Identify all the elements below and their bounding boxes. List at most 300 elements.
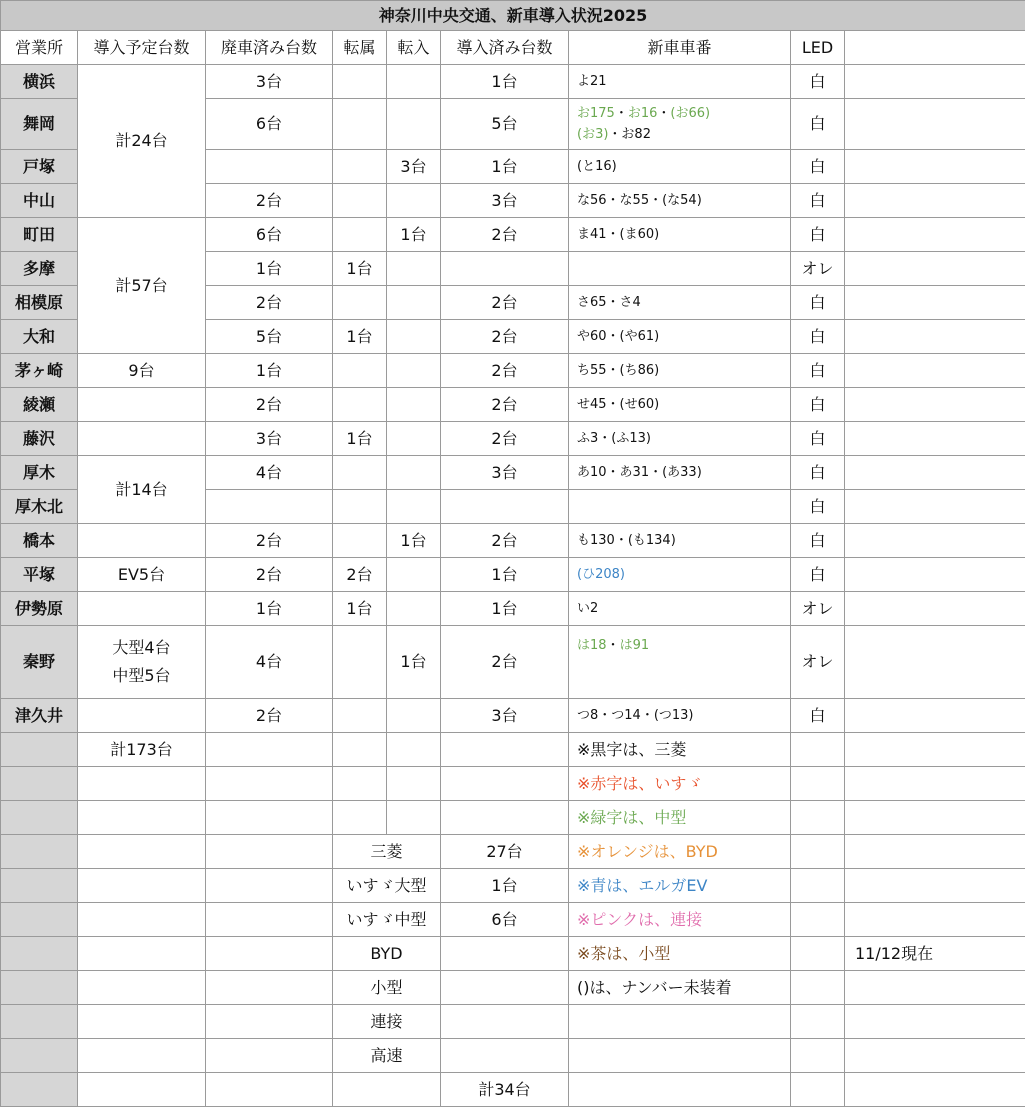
plates-cell[interactable] xyxy=(569,150,791,184)
transfer-out-cell[interactable]: 1台 xyxy=(333,592,387,626)
office-cell[interactable]: 中山 xyxy=(1,184,78,218)
blank-cell[interactable] xyxy=(845,835,1025,869)
maker-mitsubishi[interactable]: 三菱 xyxy=(333,835,441,869)
office-cell[interactable]: 相模原 xyxy=(1,286,78,320)
plates-cell[interactable] xyxy=(569,456,791,490)
legend-text: ※茶は、小型 xyxy=(577,944,670,963)
blank-cell[interactable] xyxy=(845,869,1025,903)
planned-cell[interactable] xyxy=(78,592,206,626)
legend-text: ※オレンジは、BYD xyxy=(577,842,718,861)
transfer-in-cell[interactable] xyxy=(387,558,441,592)
plates-cell[interactable] xyxy=(569,252,791,286)
plate-text: (お66) xyxy=(670,106,710,121)
office-cell[interactable]: 大和 xyxy=(1,320,78,354)
led-cell[interactable]: 白 xyxy=(791,354,845,388)
transfer-out-cell[interactable] xyxy=(333,626,387,699)
retired-cell[interactable]: 2台 xyxy=(206,699,333,733)
header-transfer-in[interactable]: 転入 xyxy=(387,31,441,65)
transfer-in-cell[interactable] xyxy=(387,456,441,490)
office-cell[interactable]: 伊勢原 xyxy=(1,592,78,626)
blank-cell[interactable] xyxy=(206,1039,333,1073)
introduced-cell[interactable]: 1台 xyxy=(441,592,569,626)
led-cell[interactable]: オレ xyxy=(791,592,845,626)
plate-text: せ45・(せ60) xyxy=(577,397,659,412)
blank-cell[interactable] xyxy=(206,1073,333,1107)
retired-cell[interactable]: 2台 xyxy=(206,558,333,592)
planned-group-cell[interactable]: 計24台 xyxy=(78,65,206,218)
retired-cell[interactable]: 1台 xyxy=(206,354,333,388)
legend-text: ※黒字は、三菱 xyxy=(577,740,686,759)
blank-cell[interactable] xyxy=(206,801,333,835)
blank-cell[interactable] xyxy=(791,767,845,801)
office-cell[interactable]: 綾瀬 xyxy=(1,388,78,422)
introduced-cell[interactable]: 3台 xyxy=(441,699,569,733)
blank-cell[interactable] xyxy=(845,592,1025,626)
blank-cell[interactable] xyxy=(791,971,845,1005)
led-cell[interactable]: 白 xyxy=(791,490,845,524)
plate-text: も130・(も134) xyxy=(577,533,676,548)
transfer-out-cell[interactable] xyxy=(333,65,387,99)
blank-cell[interactable] xyxy=(78,1005,206,1039)
blank-cell[interactable] xyxy=(78,1073,206,1107)
transfer-out-cell[interactable] xyxy=(333,699,387,733)
plate-text: ・お82 xyxy=(608,127,651,142)
office-cell[interactable]: 津久井 xyxy=(1,699,78,733)
transfer-in-cell[interactable] xyxy=(387,422,441,456)
transfer-in-cell[interactable] xyxy=(387,354,441,388)
transfer-in-cell[interactable] xyxy=(387,286,441,320)
legend-pink[interactable] xyxy=(569,903,791,937)
plates-cell[interactable] xyxy=(569,422,791,456)
total-planned-cell[interactable]: 計173台 xyxy=(78,733,206,767)
planned-group-cell[interactable]: 計57台 xyxy=(78,218,206,354)
blank-cell[interactable] xyxy=(791,1073,845,1107)
legend-orange[interactable] xyxy=(569,835,791,869)
header-introduced[interactable]: 導入済み台数 xyxy=(441,31,569,65)
blank-cell[interactable] xyxy=(845,490,1025,524)
retired-cell[interactable]: 6台 xyxy=(206,218,333,252)
transfer-out-cell[interactable] xyxy=(333,354,387,388)
table-row xyxy=(1,733,1025,767)
retired-cell[interactable]: 2台 xyxy=(206,524,333,558)
transfer-in-cell[interactable] xyxy=(387,592,441,626)
blank-cell[interactable] xyxy=(206,971,333,1005)
retired-cell[interactable]: 1台 xyxy=(206,592,333,626)
planned-group-cell[interactable]: EV5台 xyxy=(78,558,206,592)
blank-cell[interactable] xyxy=(206,733,333,767)
table-row xyxy=(1,354,1025,388)
transfer-out-cell[interactable] xyxy=(333,388,387,422)
header-led[interactable]: LED xyxy=(791,31,845,65)
introduced-cell[interactable]: 2台 xyxy=(441,218,569,252)
led-cell[interactable]: 白 xyxy=(791,558,845,592)
table-row xyxy=(1,699,1025,733)
retired-cell[interactable]: 2台 xyxy=(206,184,333,218)
blank-cell[interactable] xyxy=(845,320,1025,354)
plates-cell[interactable] xyxy=(569,524,791,558)
legend-black[interactable] xyxy=(569,733,791,767)
blank-cell[interactable] xyxy=(206,937,333,971)
introduced-cell[interactable]: 2台 xyxy=(441,388,569,422)
plate-separator: ・ xyxy=(607,638,620,653)
blank-cell[interactable] xyxy=(569,1039,791,1073)
maker-count[interactable]: 27台 xyxy=(441,835,569,869)
introduced-cell[interactable] xyxy=(441,490,569,524)
blank-cell[interactable] xyxy=(78,971,206,1005)
office-cell[interactable] xyxy=(1,1039,78,1073)
led-cell[interactable]: 白 xyxy=(791,150,845,184)
table-row xyxy=(1,767,1025,801)
introduced-cell[interactable]: 2台 xyxy=(441,286,569,320)
blank-cell[interactable] xyxy=(206,835,333,869)
table-row xyxy=(1,1005,1025,1039)
blank-cell[interactable] xyxy=(845,388,1025,422)
plate-text: (お3) xyxy=(577,127,608,142)
blank-cell[interactable] xyxy=(845,971,1025,1005)
transfer-out-cell[interactable]: 1台 xyxy=(333,320,387,354)
header-retired[interactable]: 廃車済み台数 xyxy=(206,31,333,65)
retired-cell[interactable]: 4台 xyxy=(206,626,333,699)
plates-cell[interactable] xyxy=(569,558,791,592)
blank-cell[interactable] xyxy=(845,699,1025,733)
retired-cell[interactable]: 3台 xyxy=(206,422,333,456)
led-cell[interactable]: 白 xyxy=(791,99,845,150)
blank-cell[interactable] xyxy=(441,1005,569,1039)
introduced-cell[interactable]: 2台 xyxy=(441,422,569,456)
blank-cell[interactable] xyxy=(845,558,1025,592)
blank-cell[interactable] xyxy=(78,767,206,801)
planned-group-cell[interactable]: 9台 xyxy=(78,354,206,388)
blank-cell[interactable] xyxy=(845,524,1025,558)
transfer-out-cell[interactable] xyxy=(333,150,387,184)
legend-brown[interactable] xyxy=(569,937,791,971)
blank-cell[interactable] xyxy=(845,767,1025,801)
retired-cell[interactable]: 2台 xyxy=(206,388,333,422)
transfer-in-cell[interactable]: 1台 xyxy=(387,218,441,252)
planned-mid: 中型5台 xyxy=(112,666,170,685)
office-cell[interactable]: 秦野 xyxy=(1,626,78,699)
table-row xyxy=(1,558,1025,592)
legend-blue[interactable] xyxy=(569,869,791,903)
office-cell[interactable] xyxy=(1,1073,78,1107)
transfer-in-cell[interactable] xyxy=(387,252,441,286)
table-row xyxy=(1,218,1025,252)
planned-group-cell[interactable] xyxy=(78,626,206,699)
led-cell[interactable]: 白 xyxy=(791,218,845,252)
retired-cell[interactable] xyxy=(206,490,333,524)
plate-text: ち55・(ち86) xyxy=(577,363,659,378)
blank-cell[interactable] xyxy=(569,1073,791,1107)
table-row xyxy=(1,971,1025,1005)
blank-cell[interactable] xyxy=(333,767,387,801)
blank-cell[interactable] xyxy=(845,354,1025,388)
blank-cell[interactable] xyxy=(845,286,1025,320)
retired-cell[interactable]: 6台 xyxy=(206,99,333,150)
office-cell[interactable]: 横浜 xyxy=(1,65,78,99)
plates-cell[interactable] xyxy=(569,320,791,354)
legend-text: ※青は、エルガEV xyxy=(577,876,707,895)
maker-count[interactable]: 6台 xyxy=(441,903,569,937)
blank-cell[interactable] xyxy=(845,99,1025,150)
as-of-date[interactable]: 11/12現在 xyxy=(845,937,1025,971)
office-cell[interactable]: 戸塚 xyxy=(1,150,78,184)
plates-cell[interactable] xyxy=(569,592,791,626)
transfer-in-cell[interactable] xyxy=(387,388,441,422)
blank-cell[interactable] xyxy=(441,801,569,835)
planned-cell[interactable] xyxy=(78,388,206,422)
blank-cell[interactable] xyxy=(206,1005,333,1039)
maker-byd[interactable]: BYD xyxy=(333,937,441,971)
transfer-out-cell[interactable]: 1台 xyxy=(333,422,387,456)
introduced-cell[interactable]: 1台 xyxy=(441,150,569,184)
blank-cell[interactable] xyxy=(791,733,845,767)
office-cell[interactable] xyxy=(1,835,78,869)
plate-separator: ・ xyxy=(657,106,670,121)
blank-cell[interactable] xyxy=(791,801,845,835)
planned-large: 大型4台 xyxy=(112,638,170,657)
transfer-in-cell[interactable] xyxy=(387,99,441,150)
blank-cell[interactable] xyxy=(387,801,441,835)
transfer-out-cell[interactable] xyxy=(333,184,387,218)
office-cell[interactable] xyxy=(1,971,78,1005)
plate-text: ふ3・(ふ13) xyxy=(577,431,651,446)
maker-count[interactable]: 1台 xyxy=(441,869,569,903)
header-plates[interactable]: 新車車番 xyxy=(569,31,791,65)
blank-cell[interactable] xyxy=(845,903,1025,937)
blank-cell[interactable] xyxy=(845,733,1025,767)
blank-cell[interactable] xyxy=(791,937,845,971)
plate-text: は18 xyxy=(577,638,607,653)
led-cell[interactable]: 白 xyxy=(791,286,845,320)
office-cell[interactable]: 平塚 xyxy=(1,558,78,592)
blank-cell[interactable] xyxy=(78,937,206,971)
blank-cell[interactable] xyxy=(441,733,569,767)
transfer-in-cell[interactable] xyxy=(387,65,441,99)
blank-cell[interactable] xyxy=(441,767,569,801)
blank-cell[interactable] xyxy=(791,1005,845,1039)
plate-text: あ10・あ31・(あ33) xyxy=(577,465,702,480)
legend-paren[interactable] xyxy=(569,971,791,1005)
blank-cell[interactable] xyxy=(845,150,1025,184)
transfer-in-cell[interactable]: 1台 xyxy=(387,626,441,699)
blank-cell[interactable] xyxy=(441,971,569,1005)
blank-cell[interactable] xyxy=(845,184,1025,218)
transfer-out-cell[interactable] xyxy=(333,490,387,524)
introduced-cell[interactable]: 2台 xyxy=(441,354,569,388)
introduced-cell[interactable] xyxy=(441,252,569,286)
plate-text: (ひ208) xyxy=(577,567,625,582)
introduced-cell[interactable]: 1台 xyxy=(441,558,569,592)
led-cell[interactable]: オレ xyxy=(791,626,845,699)
blank-cell[interactable] xyxy=(78,801,206,835)
plate-text: お175 xyxy=(577,106,615,121)
blank-cell[interactable] xyxy=(206,903,333,937)
introduced-cell[interactable]: 1台 xyxy=(441,65,569,99)
maker-small[interactable]: 小型 xyxy=(333,971,441,1005)
transfer-in-cell[interactable] xyxy=(387,699,441,733)
office-cell[interactable]: 厚木北 xyxy=(1,490,78,524)
office-cell[interactable] xyxy=(1,733,78,767)
plate-text: な56・な55・(な54) xyxy=(577,193,702,208)
office-cell[interactable] xyxy=(1,937,78,971)
blank-cell[interactable] xyxy=(845,218,1025,252)
transfer-in-cell[interactable] xyxy=(387,184,441,218)
office-cell[interactable]: 町田 xyxy=(1,218,78,252)
table-row xyxy=(1,65,1025,99)
office-cell[interactable]: 茅ヶ崎 xyxy=(1,354,78,388)
legend-red[interactable] xyxy=(569,767,791,801)
blank-cell[interactable] xyxy=(845,626,1025,699)
plates-cell[interactable] xyxy=(569,699,791,733)
sheet-title: 神奈川中央交通、新車導入状況2025 xyxy=(1,1,1025,31)
maker-articulated[interactable]: 連接 xyxy=(333,1005,441,1039)
plates-cell[interactable] xyxy=(569,490,791,524)
led-cell[interactable]: オレ xyxy=(791,252,845,286)
blank-cell[interactable] xyxy=(845,1005,1025,1039)
table-row xyxy=(1,456,1025,490)
office-cell[interactable]: 藤沢 xyxy=(1,422,78,456)
plates-cell[interactable] xyxy=(569,286,791,320)
planned-cell[interactable] xyxy=(78,422,206,456)
transfer-in-cell[interactable] xyxy=(387,490,441,524)
transfer-out-cell[interactable] xyxy=(333,99,387,150)
plates-cell[interactable] xyxy=(569,388,791,422)
office-cell[interactable]: 橋本 xyxy=(1,524,78,558)
transfer-in-cell[interactable] xyxy=(387,320,441,354)
retired-cell[interactable]: 1台 xyxy=(206,252,333,286)
blank-cell[interactable] xyxy=(845,1073,1025,1107)
plate-text: (と16) xyxy=(577,159,617,174)
table-row xyxy=(1,626,1025,699)
led-cell[interactable]: 白 xyxy=(791,184,845,218)
legend-green[interactable] xyxy=(569,801,791,835)
introduced-cell[interactable]: 2台 xyxy=(441,320,569,354)
plate-text: ま41・(ま60) xyxy=(577,227,659,242)
blank-cell[interactable] xyxy=(791,869,845,903)
blank-cell[interactable] xyxy=(441,937,569,971)
introduced-cell[interactable]: 3台 xyxy=(441,184,569,218)
plate-text: さ65・さ4 xyxy=(577,295,641,310)
legend-text: ※赤字は、いすゞ xyxy=(577,774,702,793)
office-cell[interactable] xyxy=(1,767,78,801)
blank-cell[interactable] xyxy=(845,456,1025,490)
office-cell[interactable] xyxy=(1,903,78,937)
plates-cell[interactable] xyxy=(569,218,791,252)
transfer-out-cell[interactable]: 2台 xyxy=(333,558,387,592)
office-cell[interactable] xyxy=(1,869,78,903)
blank-cell[interactable] xyxy=(78,869,206,903)
plates-cell[interactable] xyxy=(569,184,791,218)
header-office[interactable]: 営業所 xyxy=(1,31,78,65)
transfer-in-cell[interactable]: 1台 xyxy=(387,524,441,558)
plates-cell[interactable] xyxy=(569,354,791,388)
transfer-out-cell[interactable] xyxy=(333,218,387,252)
plate-text: つ8・つ14・(つ13) xyxy=(577,708,694,723)
plate-text: い2 xyxy=(577,601,598,616)
blank-cell[interactable] xyxy=(333,801,387,835)
header-planned[interactable]: 導入予定台数 xyxy=(78,31,206,65)
retired-cell[interactable]: 4台 xyxy=(206,456,333,490)
blank-cell[interactable] xyxy=(845,65,1025,99)
blank-cell[interactable] xyxy=(791,1039,845,1073)
led-cell[interactable]: 白 xyxy=(791,422,845,456)
office-cell[interactable]: 多摩 xyxy=(1,252,78,286)
led-cell[interactable]: 白 xyxy=(791,699,845,733)
header-transfer-out[interactable]: 転属 xyxy=(333,31,387,65)
led-cell[interactable]: 白 xyxy=(791,320,845,354)
transfer-out-cell[interactable] xyxy=(333,456,387,490)
maker-express[interactable]: 高速 xyxy=(333,1039,441,1073)
blank-cell[interactable] xyxy=(387,733,441,767)
blank-cell[interactable] xyxy=(333,1073,441,1107)
blank-cell[interactable] xyxy=(441,1039,569,1073)
total-introduced-cell[interactable]: 計34台 xyxy=(441,1073,569,1107)
led-cell[interactable]: 白 xyxy=(791,456,845,490)
blank-cell[interactable] xyxy=(206,869,333,903)
plates-cell[interactable] xyxy=(569,65,791,99)
blank-cell[interactable] xyxy=(845,1039,1025,1073)
planned-cell[interactable] xyxy=(78,699,206,733)
plate-separator: ・ xyxy=(615,106,628,121)
plates-cell[interactable] xyxy=(569,626,791,699)
retired-cell[interactable]: 5台 xyxy=(206,320,333,354)
office-cell[interactable]: 厚木 xyxy=(1,456,78,490)
introduced-cell[interactable]: 5台 xyxy=(441,99,569,150)
blank-cell[interactable] xyxy=(845,422,1025,456)
introduced-cell[interactable]: 3台 xyxy=(441,456,569,490)
blank-cell[interactable] xyxy=(206,767,333,801)
blank-cell[interactable] xyxy=(333,733,387,767)
blank-cell[interactable] xyxy=(78,835,206,869)
blank-cell[interactable] xyxy=(78,1039,206,1073)
transfer-out-cell[interactable] xyxy=(333,286,387,320)
blank-cell[interactable] xyxy=(845,801,1025,835)
led-cell[interactable]: 白 xyxy=(791,65,845,99)
led-cell[interactable]: 白 xyxy=(791,524,845,558)
blank-cell[interactable] xyxy=(791,903,845,937)
header-blank[interactable] xyxy=(845,31,1025,65)
table-row xyxy=(1,801,1025,835)
led-cell[interactable]: 白 xyxy=(791,388,845,422)
plate-text: お16 xyxy=(628,106,658,121)
blank-cell[interactable] xyxy=(78,903,206,937)
introduced-cell[interactable]: 2台 xyxy=(441,626,569,699)
blank-cell[interactable] xyxy=(791,835,845,869)
office-cell[interactable]: 舞岡 xyxy=(1,99,78,150)
introduced-cell[interactable]: 2台 xyxy=(441,524,569,558)
maker-isuzu-mid[interactable]: いすゞ中型 xyxy=(333,903,441,937)
legend-text: ()は、ナンバー未装着 xyxy=(577,978,732,997)
retired-cell[interactable]: 2台 xyxy=(206,286,333,320)
planned-group-cell[interactable]: 計14台 xyxy=(78,456,206,524)
plate-text: よ21 xyxy=(577,74,607,89)
office-cell[interactable] xyxy=(1,801,78,835)
table-row xyxy=(1,524,1025,558)
blank-cell[interactable] xyxy=(845,252,1025,286)
planned-cell[interactable] xyxy=(78,524,206,558)
maker-isuzu-large[interactable]: いすゞ大型 xyxy=(333,869,441,903)
office-cell[interactable] xyxy=(1,1005,78,1039)
blank-cell[interactable] xyxy=(387,767,441,801)
table-row xyxy=(1,835,1025,869)
transfer-out-cell[interactable] xyxy=(333,524,387,558)
blank-cell[interactable] xyxy=(569,1005,791,1039)
retired-cell[interactable]: 3台 xyxy=(206,65,333,99)
retired-cell[interactable] xyxy=(206,150,333,184)
transfer-in-cell[interactable]: 3台 xyxy=(387,150,441,184)
transfer-out-cell[interactable]: 1台 xyxy=(333,252,387,286)
plates-cell[interactable] xyxy=(569,99,791,150)
